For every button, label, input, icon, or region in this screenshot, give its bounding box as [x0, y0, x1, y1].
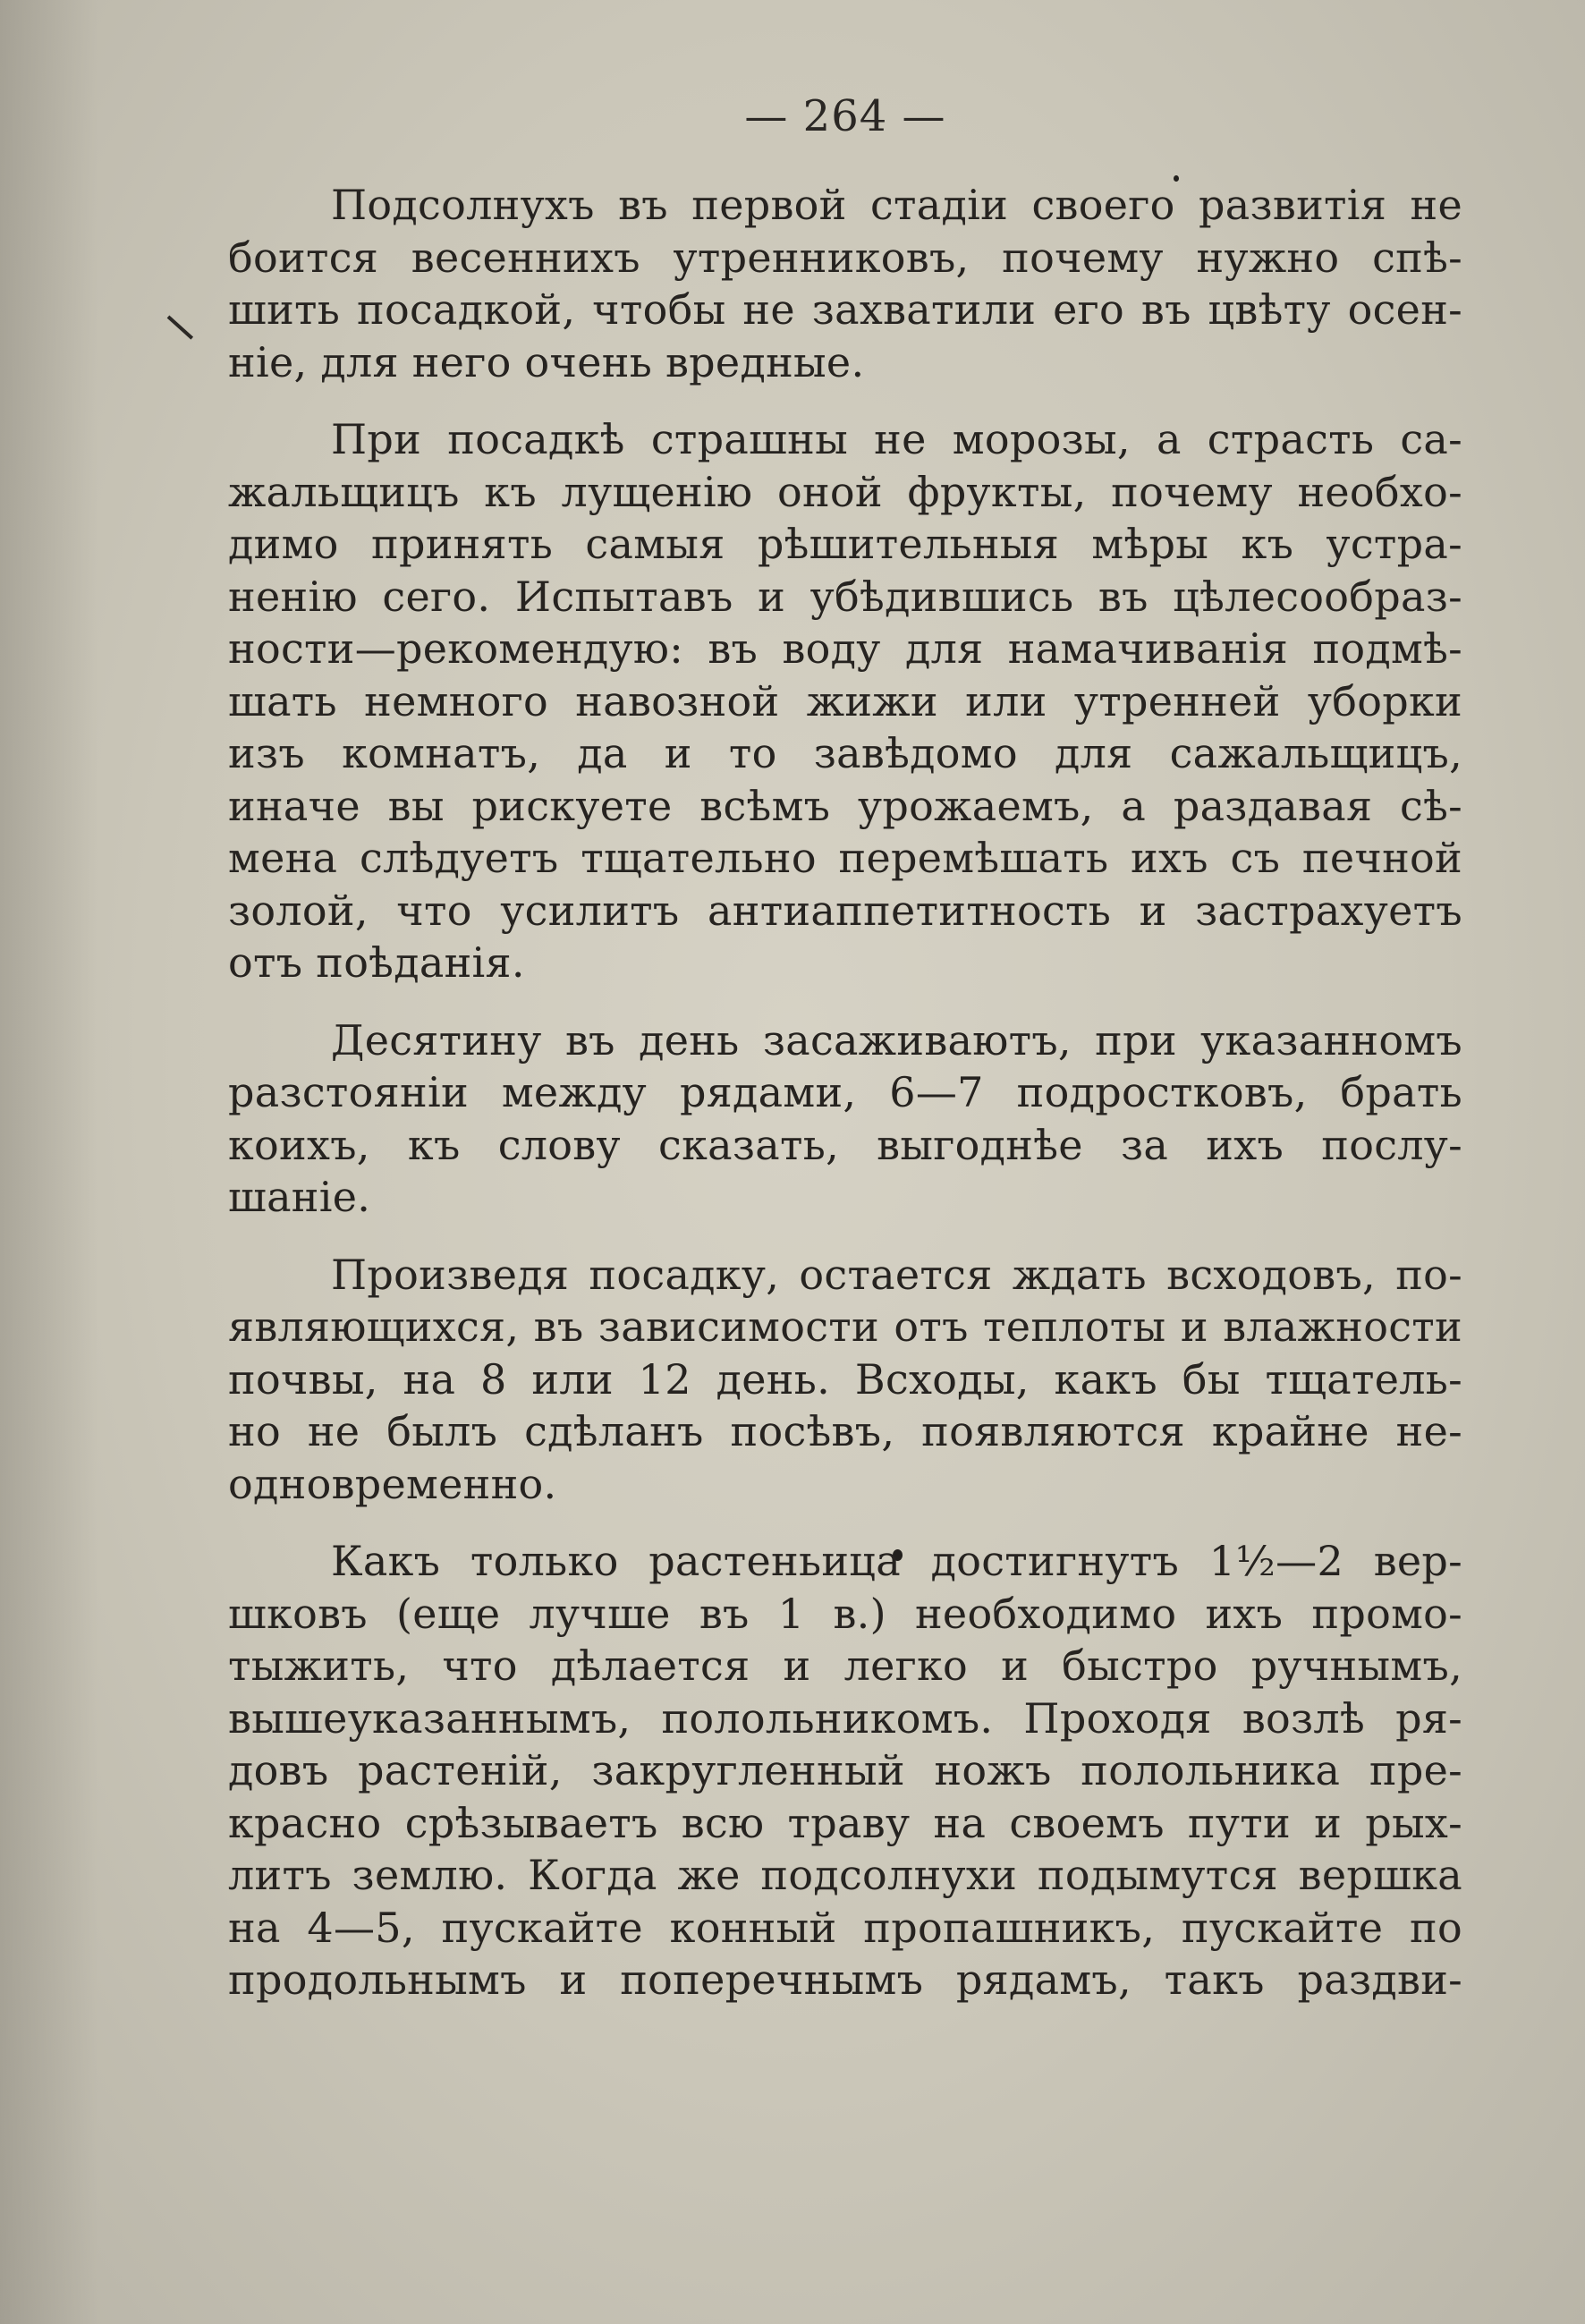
text-line: продольнымъ и поперечнымъ рядамъ, такъ раздви- — [228, 1955, 1462, 2004]
text-line: иначе вы рискуете всѣмъ урожаемъ, а раздавая сѣ- — [228, 781, 1462, 830]
text-line: являющихся, въ зависимости отъ теплоты и влажности — [228, 1302, 1462, 1351]
text-line: шать немного навозной жижи или утренней уборки — [228, 676, 1462, 725]
text-line: ности—рекомендую: въ воду для намачиванiя подмѣ- — [228, 624, 1462, 673]
paragraph-1 — [228, 179, 1462, 388]
text-line: жальщицъ къ лущенiю оной фрукты, почему необхо- — [228, 467, 1462, 516]
paragraph-4 — [228, 1249, 1462, 1511]
text-line: мена слѣдуетъ тщательно перемѣшать ихъ съ печной — [228, 834, 1462, 882]
text-line: димо принять самыя рѣшительныя мѣры къ устра- — [228, 520, 1462, 568]
text-line: Десятину въ день засаживаютъ, при указанномъ — [331, 1015, 1462, 1064]
paragraph-3 — [228, 1014, 1462, 1224]
text-line: Произведя посадку, остается ждать всходовъ, по- — [331, 1250, 1462, 1299]
text-line: на 4—5, пускайте конный пропашникъ, пускайте по — [228, 1903, 1462, 1952]
text-line: красно срѣзываетъ всю траву на своемъ пути и рых- — [228, 1798, 1462, 1847]
text-line: шковъ (еще лучше въ 1 в.) необходимо ихъ промо- — [228, 1589, 1462, 1638]
binding-shadow — [0, 0, 98, 2324]
text-line: Какъ только растеньица достигнутъ 1½—2 вер- — [331, 1537, 1462, 1585]
text-line: одновременно. — [228, 1459, 557, 1508]
text-line: золой, что усилитъ антиаппетитность и застрахуетъ — [228, 886, 1462, 935]
text-line: шить посадкой, чтобы не захватили его въ цвѣту осен- — [228, 285, 1462, 334]
text-line: литъ землю. Когда же подсолнухи подымутся вершка — [228, 1851, 1462, 1899]
page-body — [228, 89, 1462, 2236]
text-line: шанiе. — [228, 1173, 371, 1221]
text-line: вышеуказаннымъ, полольникомъ. Проходя возлѣ ря- — [228, 1693, 1462, 1743]
text-line: изъ комнатъ, да и то завѣдомо для сажальщицъ, — [228, 729, 1462, 777]
text-line: но не былъ сдѣланъ посѣвъ, появляются крайне не- — [228, 1407, 1462, 1455]
paragraph-5 — [228, 1535, 1462, 2006]
text-line: коихъ, къ слову сказать, выгоднѣе за ихъ послу- — [228, 1120, 1462, 1169]
text-line: тыжить, что дѣлается и легко и быстро ручнымъ, — [228, 1641, 1462, 1690]
paragraph-2 — [228, 413, 1462, 989]
text-line: довъ растенiй, закругленный ножъ полольника пре- — [228, 1746, 1462, 1794]
text-line: почвы, на 8 или 12 день. Всходы, какъ бы тщатель- — [228, 1354, 1462, 1404]
text-line: нiе, для него очень вредные. — [228, 337, 865, 386]
text-line: боится весеннихъ утренниковъ, почему нужно спѣ- — [228, 233, 1462, 282]
text-line: отъ поѣданiя. — [228, 938, 525, 987]
text-line: При посадкѣ страшны не морозы, а страсть са- — [331, 415, 1462, 463]
text-line: Подсолнухъ въ первой стадiи своего развитiя не — [331, 181, 1462, 229]
text-line: ненiю сего. Испытавъ и убѣдившись въ цѣлесообраз- — [228, 572, 1462, 621]
text-line: разстоянiи между рядами, 6—7 подростковъ, брать — [228, 1068, 1462, 1116]
page-number: — 264 — — [744, 91, 946, 141]
